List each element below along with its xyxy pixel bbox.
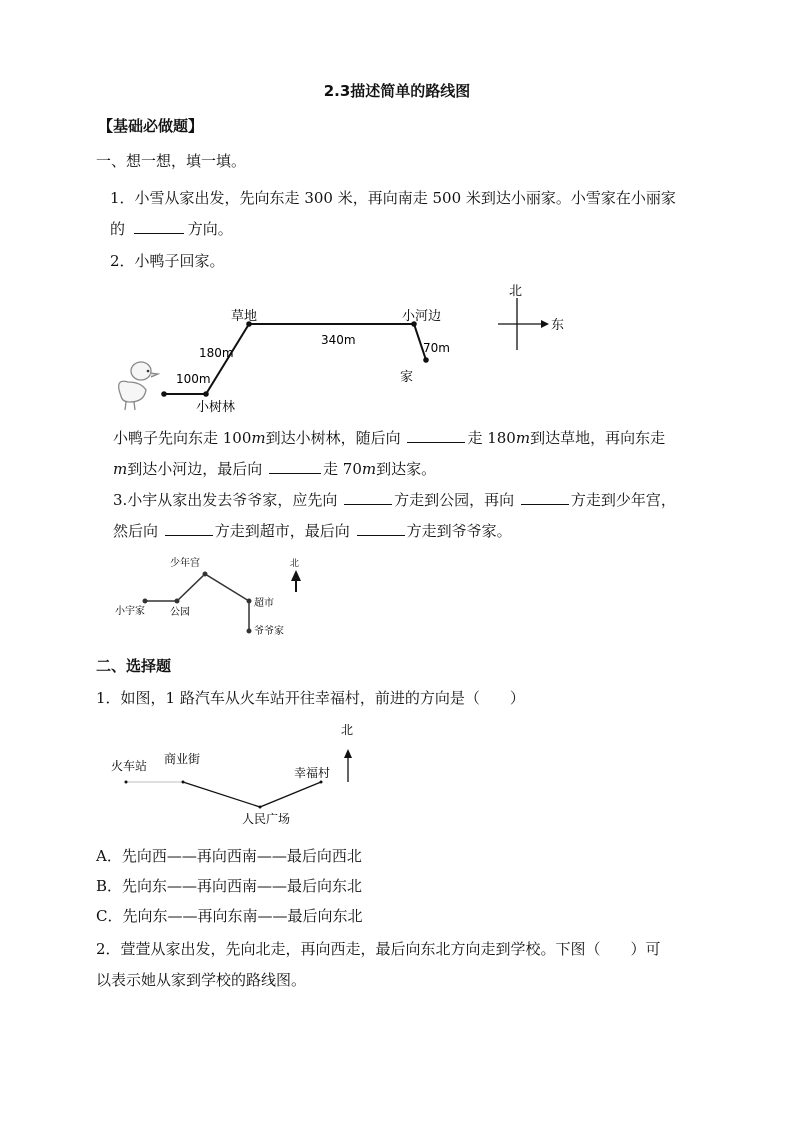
question-2-text-line-2 (113, 459, 436, 479)
choice-question-2-line-1: 2．萱萱从家出发，先向北走，再向西走，最后向东北方向走到学校。下图（ ）可 (96, 940, 661, 958)
compass-icon (498, 284, 564, 350)
answer-blank-6[interactable] (165, 521, 213, 536)
choice-question-1: 1．如图，1 路汽车从火车站开往幸福村，前进的方向是（ ） (96, 689, 525, 707)
label-river: 小河边 (402, 309, 442, 324)
q3-text-a: 3.小宇从家出发去爷爷家，应先向 (113, 491, 338, 509)
q3-text-d: 然后向 (113, 522, 159, 540)
q2-unit-m3: m (113, 460, 128, 478)
question-1-line-2 (110, 219, 233, 239)
label-street: 商业街 (164, 752, 201, 766)
answer-blank-5[interactable] (521, 490, 569, 505)
question-1-line-1: 1．小雪从家出发，先向东走 300 米，再向南走 500 米到达小丽家。小雪家在小丽家 (110, 189, 676, 207)
q2-unit-m2: m (515, 429, 531, 447)
street-point (182, 781, 185, 784)
distance-70: 70m (423, 341, 450, 355)
label-xiaoyu-home: 小宇家 (115, 606, 145, 617)
bus-segment-2 (183, 782, 321, 807)
q3-text-b: 方走到公园，再向 (394, 491, 515, 509)
q2-text-c: 走 180 (467, 429, 516, 447)
label-park: 公园 (170, 607, 190, 618)
label-youth-palace: 少年宫 (170, 558, 200, 569)
grandpa-point (247, 629, 252, 634)
q2-unit-m1: m (251, 429, 266, 447)
north-arrow-icon (341, 723, 353, 782)
woods-point (203, 391, 209, 397)
answer-blank-4[interactable] (344, 490, 392, 505)
market-point (247, 599, 252, 604)
start-point (161, 391, 167, 397)
answer-blank-7[interactable] (357, 521, 405, 536)
answer-blank-3[interactable] (269, 459, 321, 474)
label-grass: 草地 (231, 309, 258, 324)
question-1-suffix: 方向。 (187, 220, 233, 238)
part1-heading: 一、想一想，填一填。 (96, 152, 247, 170)
distance-100: 100m (176, 372, 211, 386)
north-arrow-icon (290, 557, 301, 592)
duck-route-map (96, 278, 596, 418)
label-village: 幸福村 (294, 766, 331, 780)
compass-north: 北 (509, 284, 523, 299)
answer-blank-1[interactable] (134, 219, 184, 234)
label-square: 人民广场 (242, 812, 291, 826)
bus-route-map (108, 716, 368, 834)
square-point (259, 806, 262, 809)
label-woods: 小树林 (196, 400, 236, 415)
label-home: 家 (400, 370, 414, 385)
q2-text-d: 到达草地，再向东走 (530, 429, 666, 447)
xiaoyu-route-map (110, 552, 320, 642)
q3-text-c: 方走到少年宫， (570, 491, 676, 509)
bus-north-label: 北 (341, 723, 354, 737)
label-market: 超市 (254, 598, 274, 609)
section-basic-heading: 【基础必做题】 (98, 117, 204, 135)
page-title: 2.3描述简单的路线图 (323, 82, 471, 100)
q2-text-f: 走 70 (323, 460, 362, 478)
choice-question-2-line-2: 以表示她从家到学校的路线图。 (96, 971, 307, 989)
label-station: 火车站 (111, 759, 148, 773)
q3-text-f: 方走到爷爷家。 (406, 522, 512, 540)
question-1-prefix: 的 (110, 220, 126, 238)
option-a[interactable]: A．先向西——再向西南——最后向西北 (96, 847, 362, 865)
answer-blank-2[interactable] (407, 428, 465, 443)
park-point (175, 599, 180, 604)
q2-text-b: 到达小树林，随后向 (265, 429, 401, 447)
q2-text-g: 到达家。 (376, 460, 437, 478)
xiaoyu-route-line (145, 574, 249, 631)
question-3-line-2 (113, 521, 512, 541)
option-c[interactable]: C．先向东——再向东南——最后向东北 (96, 907, 363, 925)
route-north-label: 北 (290, 559, 300, 569)
question-2-text-line-1 (113, 428, 665, 448)
duck-icon (119, 362, 158, 410)
q2-text-e: 到达小河边，最后向 (127, 460, 263, 478)
village-point (320, 781, 323, 784)
home-point (423, 357, 429, 363)
distance-340: 340m (321, 333, 356, 347)
compass-east: 东 (551, 318, 565, 333)
distance-180: 180m (199, 346, 234, 360)
xiaoyu-home-point (143, 599, 148, 604)
label-grandpa: 爷爷家 (254, 626, 284, 637)
q2-unit-m4: m (361, 460, 377, 478)
part2-heading: 二、选择题 (96, 657, 172, 675)
question-2-heading: 2．小鸭子回家。 (110, 252, 225, 270)
youth-palace-point (203, 572, 208, 577)
q3-text-e: 方走到超市，最后向 (214, 522, 350, 540)
question-3-line-1 (113, 490, 676, 510)
option-b[interactable]: B．先向东——再向西南——最后向东北 (96, 877, 363, 895)
station-point (125, 781, 128, 784)
q2-text-a: 小鸭子先向东走 100 (113, 429, 252, 447)
